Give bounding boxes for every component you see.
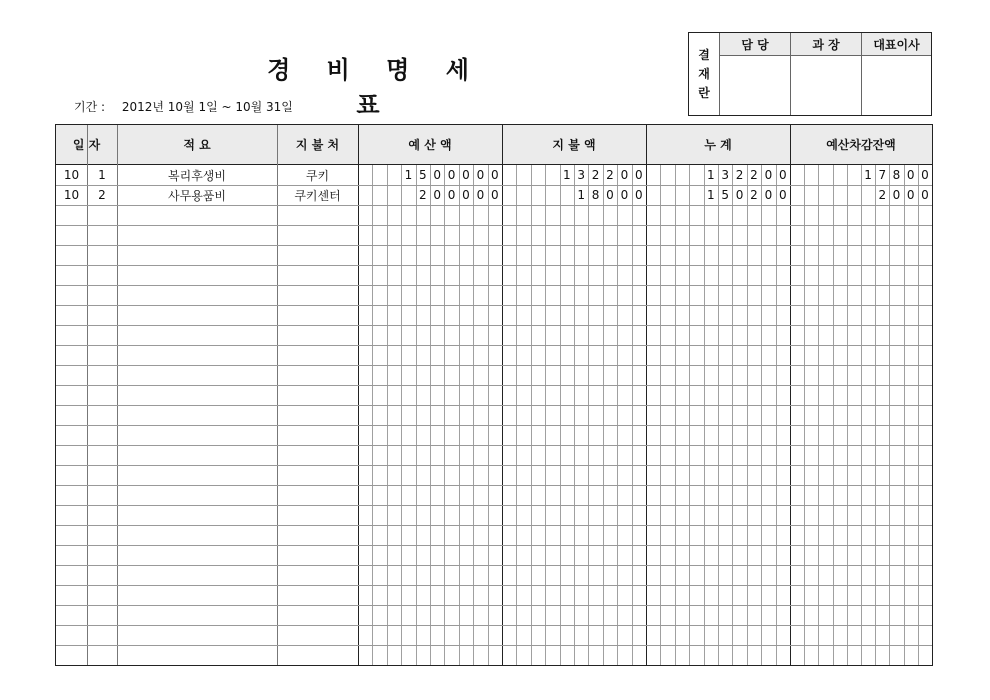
amount-digit-cumulative: 0	[778, 188, 787, 202]
approval-sign-ceo[interactable]	[861, 56, 931, 115]
column-header-paid: 지 불 액	[502, 125, 646, 165]
amount-digit-paid: 3	[577, 168, 586, 182]
approval-header-manager: 과 장	[790, 33, 861, 56]
amount-digit-paid: 1	[562, 168, 571, 182]
column-header-budget: 예 산 액	[358, 125, 502, 165]
amount-digit-cumulative: 0	[764, 168, 773, 182]
amount-digit-balance: 0	[906, 168, 915, 182]
digit-divider	[531, 165, 532, 665]
cell-day: 2	[98, 188, 106, 202]
amount-digit-balance: 1	[864, 168, 872, 182]
amount-digit-budget: 2	[418, 188, 427, 202]
approval-sign-manager[interactable]	[790, 56, 861, 115]
digit-divider	[704, 165, 705, 665]
column-header-payee: 지 불 처	[277, 125, 358, 165]
column-divider	[117, 125, 118, 665]
digit-divider	[603, 165, 604, 665]
digit-divider	[732, 165, 733, 665]
row-divider	[56, 305, 932, 306]
row-divider	[56, 485, 932, 486]
digit-divider	[372, 165, 373, 665]
row-divider	[56, 205, 932, 206]
row-divider	[56, 345, 932, 346]
amount-digit-cumulative: 2	[735, 168, 744, 182]
amount-digit-cumulative: 1	[706, 188, 715, 202]
amount-digit-cumulative: 3	[721, 168, 730, 182]
digit-divider	[875, 165, 876, 665]
approval-header-staff: 담 당	[719, 33, 790, 56]
table-row[interactable]	[56, 165, 932, 185]
column-divider	[646, 125, 647, 665]
row-divider	[56, 225, 932, 226]
cell-payee: 쿠키	[305, 168, 330, 183]
amount-digit-budget: 0	[490, 188, 499, 202]
row-divider	[56, 605, 932, 606]
amount-digit-paid: 0	[634, 168, 643, 182]
digit-divider	[904, 165, 905, 665]
digit-divider	[675, 165, 676, 665]
amount-digit-budget: 0	[490, 168, 499, 182]
amount-digit-budget: 0	[462, 188, 470, 202]
column-divider	[502, 125, 503, 665]
digit-divider	[632, 165, 633, 665]
amount-digit-budget: 0	[433, 168, 442, 182]
amount-digit-balance: 8	[892, 168, 901, 182]
amount-digit-paid: 2	[591, 168, 600, 182]
row-divider	[56, 285, 932, 286]
approval-side-char: 결	[698, 47, 710, 62]
amount-digit-cumulative: 2	[750, 188, 758, 202]
row-divider	[56, 505, 932, 506]
amount-digit-balance: 7	[878, 168, 887, 182]
amount-digit-cumulative: 2	[750, 168, 758, 182]
column-divider	[87, 125, 88, 665]
cell-summary: 복리후생비	[168, 168, 226, 183]
cell-month: 10	[63, 168, 80, 182]
amount-digit-paid: 0	[620, 168, 629, 182]
digit-divider	[430, 165, 431, 665]
approval-sign-staff[interactable]	[719, 56, 790, 115]
cell-payee: 쿠키센터	[294, 188, 341, 203]
row-divider	[56, 445, 932, 446]
amount-digit-cumulative: 0	[778, 168, 787, 182]
row-divider	[56, 265, 932, 266]
digit-divider	[488, 165, 489, 665]
amount-digit-paid: 0	[606, 188, 614, 202]
amount-digit-balance: 0	[921, 188, 929, 202]
document-title: 경 비 명 세 표	[267, 56, 483, 119]
table-row[interactable]	[56, 185, 932, 205]
column-divider	[790, 125, 791, 665]
amount-digit-paid: 1	[577, 188, 586, 202]
row-divider	[56, 385, 932, 386]
digit-divider	[401, 165, 402, 665]
digit-divider	[761, 165, 762, 665]
approval-side-char: 재	[698, 66, 710, 81]
digit-divider	[776, 165, 777, 665]
column-divider	[277, 125, 278, 665]
column-header-balance: 예산차감잔액	[790, 125, 932, 165]
column-header-date: 일 자	[56, 125, 117, 165]
digit-divider	[718, 165, 719, 665]
amount-digit-budget: 0	[476, 188, 485, 202]
digit-divider	[444, 165, 445, 665]
amount-digit-budget: 5	[418, 168, 427, 182]
approval-box	[688, 32, 932, 116]
amount-digit-paid: 0	[620, 188, 629, 202]
column-header-summary: 적 요	[117, 125, 277, 165]
approval-side-label	[689, 33, 719, 115]
digit-divider	[574, 165, 575, 665]
digit-divider	[889, 165, 890, 665]
row-divider	[56, 565, 932, 566]
column-divider	[358, 125, 359, 665]
amount-digit-balance: 0	[921, 168, 929, 182]
period-label: 기간 :	[74, 100, 106, 114]
digit-divider	[459, 165, 460, 665]
cell-summary: 사무용품비	[168, 188, 226, 203]
period-value: 2012년 10월 1일 ~ 10월 31일	[121, 100, 293, 114]
row-divider	[56, 365, 932, 366]
approval-side-char: 란	[698, 85, 710, 100]
amount-digit-budget: 0	[447, 188, 456, 202]
cell-month: 10	[63, 188, 80, 202]
approval-header-ceo: 대표이사	[861, 33, 931, 56]
amount-digit-paid: 2	[606, 168, 614, 182]
digit-divider	[847, 165, 848, 665]
digit-divider	[473, 165, 474, 665]
row-divider	[56, 405, 932, 406]
amount-digit-balance: 0	[906, 188, 915, 202]
amount-digit-budget: 1	[404, 168, 413, 182]
digit-divider	[818, 165, 819, 665]
digit-divider	[747, 165, 748, 665]
digit-divider	[387, 165, 388, 665]
amount-digit-cumulative: 0	[735, 188, 744, 202]
row-divider	[56, 525, 932, 526]
column-header-cumulative: 누 계	[646, 125, 790, 165]
amount-digit-budget: 0	[476, 168, 485, 182]
row-divider	[56, 545, 932, 546]
amount-digit-cumulative: 5	[721, 188, 730, 202]
digit-divider	[833, 165, 834, 665]
digit-divider	[617, 165, 618, 665]
row-divider	[56, 585, 932, 586]
digit-divider	[516, 165, 517, 665]
digit-divider	[416, 165, 417, 665]
digit-divider	[560, 165, 561, 665]
digit-divider	[918, 165, 919, 665]
digit-divider	[660, 165, 661, 665]
digit-divider	[689, 165, 690, 665]
amount-digit-paid: 8	[591, 188, 600, 202]
period-line	[74, 98, 293, 115]
amount-digit-cumulative: 1	[706, 168, 715, 182]
row-divider	[56, 245, 932, 246]
expense-ledger-table	[55, 124, 933, 666]
cell-day: 1	[98, 168, 106, 182]
amount-digit-budget: 0	[462, 168, 470, 182]
amount-digit-balance: 2	[878, 188, 887, 202]
digit-divider	[861, 165, 862, 665]
digit-divider	[545, 165, 546, 665]
row-divider	[56, 325, 932, 326]
row-divider	[56, 465, 932, 466]
amount-digit-budget: 0	[447, 168, 456, 182]
digit-divider	[804, 165, 805, 665]
amount-digit-budget: 0	[433, 188, 442, 202]
amount-digit-paid: 0	[634, 188, 643, 202]
amount-digit-balance: 0	[892, 188, 901, 202]
amount-digit-cumulative: 0	[764, 188, 773, 202]
row-divider	[56, 425, 932, 426]
digit-divider	[588, 165, 589, 665]
row-divider	[56, 645, 932, 646]
row-divider	[56, 625, 932, 626]
